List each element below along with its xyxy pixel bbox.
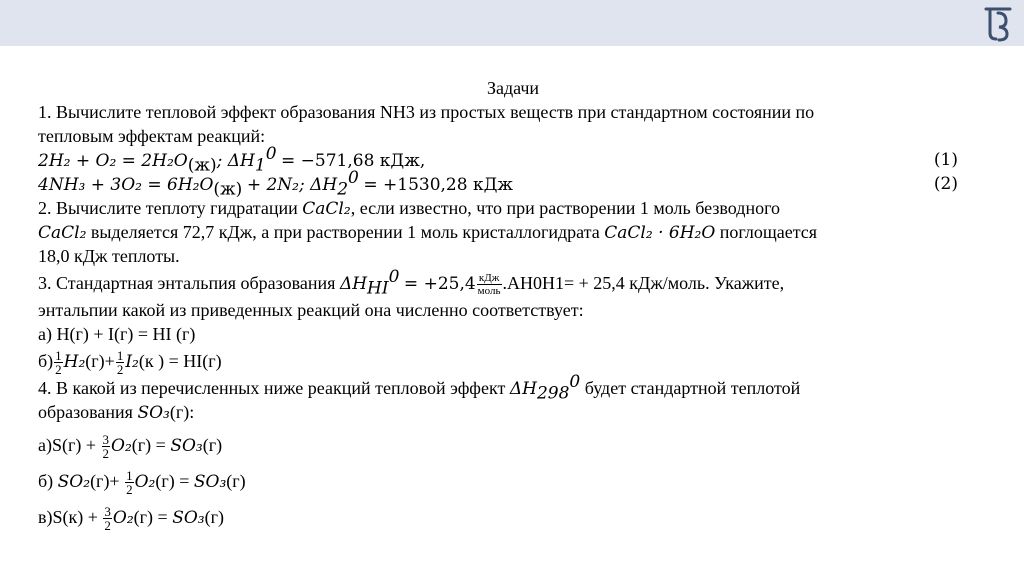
task-3-line-2: энтальпии какой из приведенных реакций она численно соответствует: (38, 300, 584, 320)
task-2-line-3: 18,0 кДж теплоты. (38, 246, 180, 266)
task-list (38, 76, 988, 532)
page-title: Задачи (486, 78, 540, 98)
equation-2: $4NH_3 + 3O_2 = 6H_2O_{(ж)} + 2N_2$; $\Delta H_2^0 = +1530,28$ кДж (2) (38, 168, 958, 200)
task-3-option-b: б) $\frac{1}{2}$ H₂(г)+ $\frac{1}{2}$ I₂(к ) = HI(г) (38, 348, 222, 378)
task-1-text-2: тепловым эффектам реакций: (38, 126, 266, 146)
task-4-option-c: в)S(к) + $\frac{3}{2}$ O₂(г) = SO₃(г) (38, 504, 224, 534)
equation-2-number: (2) (933, 174, 958, 194)
task-2-line-1: 2. Вычислите теплоту гидратации CaCl₂, если известно, что при растворении 1 моль безводного (38, 198, 781, 219)
task-3-option-a: а) H(г) + I(г) = HI (г) (38, 324, 196, 344)
task-4-option-b: б) SO₂(г)+ $\frac{1}{2}$ O₂(г) = SO₃(г) (38, 468, 246, 498)
task-1-text: 1. Вычислите тепловой эффект образования NH3 из простых веществ при стандартном состоянии по (38, 102, 815, 122)
equation-1-number: (1) (933, 150, 958, 170)
task-4-line-1: 4. В какой из перечисленных ниже реакций тепловой эффект $\Delta H_{298}^0$ будет стандартной теплотой (38, 372, 801, 404)
task-2-line-2: CaCl₂ выделяется 72,7 кДж, а при растворении 1 моль кристаллогидрата CaCl₂ · 6H₂O поглощается (38, 222, 818, 243)
task-4-line-2: образования SO₃(г): (38, 402, 195, 423)
task-3-line-1: 3. Стандартная энтальпия образования $\Delta H_{HI}^0 = +25,4$ $\frac{\text{кДж}}{\text{моль}}$ .AH0H1= + 25,4 кДж/моль. Укажите, (38, 267, 785, 299)
unit-fraction: $\frac{\text{кДж}}{\text{моль}}$ (477, 272, 501, 298)
header-bar (0, 0, 1024, 46)
equation-1: $2H_2 + O_2 = 2H_2O_{(ж)}$; $\Delta H_1^0 = -571,68$ кДж, (1) (38, 144, 958, 176)
university-logo-icon (980, 3, 1016, 43)
task-4-option-a: а)S(г) + $\frac{3}{2}$ O₂(г) = SO₃(г) (38, 432, 223, 462)
